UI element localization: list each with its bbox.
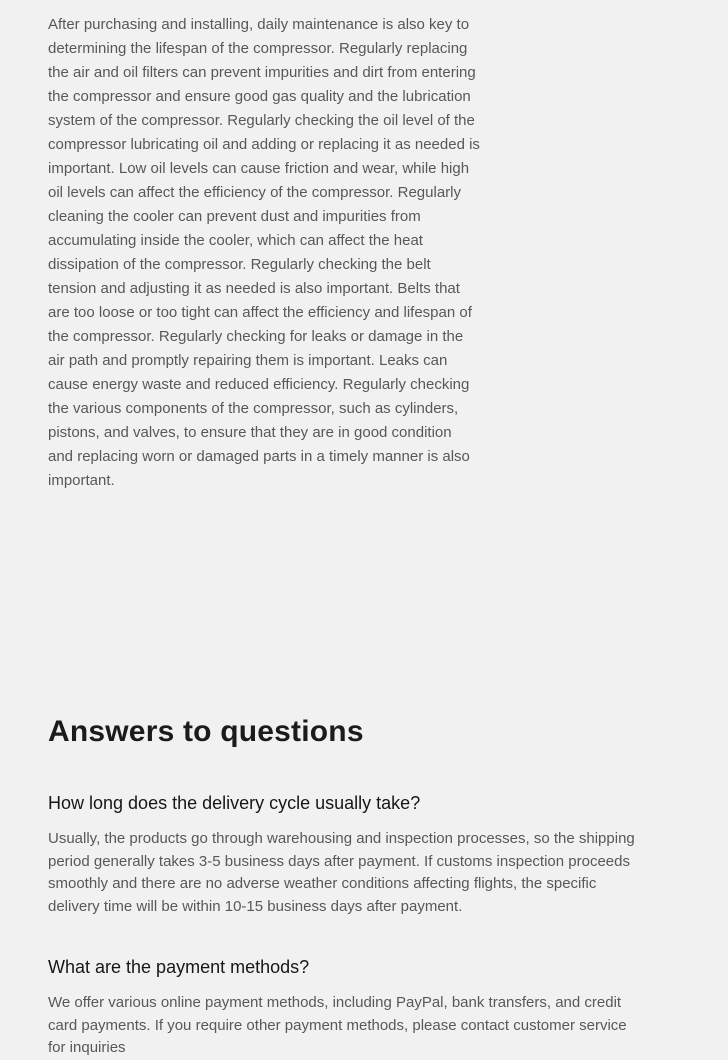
faq-item-payment-methods [48,955,688,1060]
faq-section-title: Answers to questions [48,715,364,748]
faq-item-delivery-cycle [48,791,688,918]
faq-answer-delivery-cycle: Usually, the products go through warehousing and inspection processes, so the shipping period generally takes 3-5 business days after payment. If customs inspection proceeds smoothly and there are no adverse weather conditions affecting flights, the specific delivery time will be within 10-15 business days after payment. [48,830,635,915]
faq-question-payment-methods: What are the payment methods? [48,957,310,977]
faq-answer-payment-methods: We offer various online payment methods, including PayPal, bank transfers, and credit card payments. If you require other payment methods, please contact customer service for inquiries [48,994,627,1056]
faq-section [48,714,688,1060]
maintenance-section [48,13,688,493]
maintenance-paragraph: After purchasing and installing, daily maintenance is also key to determining the lifespan of the compressor. Regularly replacing the air and oil filters can prevent impurities and dirt from entering the compressor and ensure good gas quality and the lubrication system of the compressor. Regularly checking the oil level of the compressor lubricating oil and adding or replacing it as needed is important. Low oil levels can cause friction and wear, while high oil levels can affect the efficiency of the compressor. Regularly cleaning the cooler can prevent dust and impurities from accumulating inside the cooler, which can affect the heat dissipation of the compressor. Regularly checking the belt tension and adjusting it as needed is also important. Belts that are too loose or too tight can affect the efficiency and lifespan of the compressor. Regularly checking for leaks or damage in the air path and promptly repairing them is important. Leaks can cause energy waste and reduced efficiency. Regularly checking the various components of the compressor, such as cylinders, pistons, and valves, to ensure that they are in good condition and replacing worn or damaged parts in a timely manner is also important. [48,16,480,489]
faq-question-delivery-cycle: How long does the delivery cycle usually take? [48,793,421,813]
